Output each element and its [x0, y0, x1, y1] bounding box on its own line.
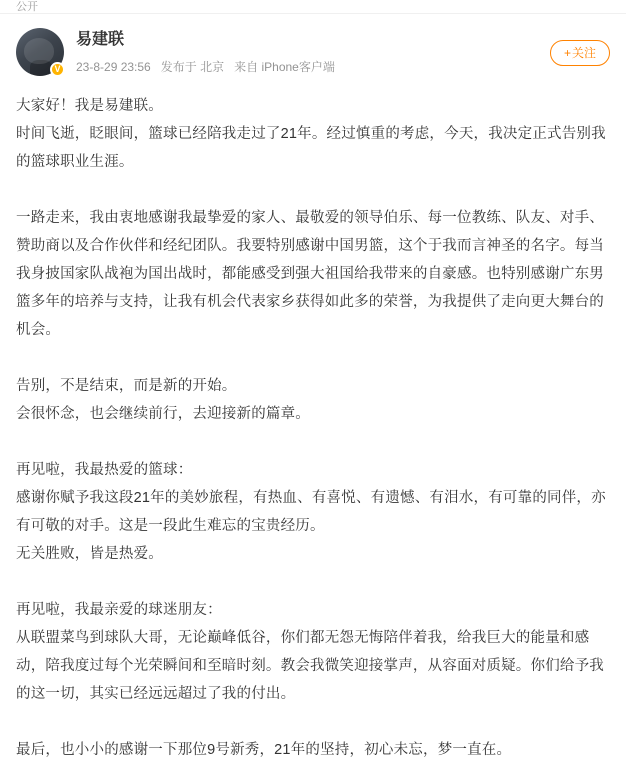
post-paragraph: 时间飞逝，眨眼间，篮球已经陪我走过了21年。经过慎重的考虑，今天，我决定正式告别我的篮球职业生涯。: [16, 126, 606, 170]
paragraph-spacer: [16, 428, 610, 456]
follow-button-label: 关注: [571, 46, 596, 60]
post-paragraph: 感谢你赋予我这段21年的美妙旅程，有热血、有喜悦、有遗憾、有泪水，有可靠的同伴，亦有可敬的对手。这是一段此生难忘的宝贵经历。: [16, 490, 606, 534]
post-location: 发布于 北京: [160, 60, 225, 74]
author-name[interactable]: 易建联: [76, 31, 125, 48]
paragraph-spacer: [16, 568, 610, 596]
plus-icon: +: [563, 46, 571, 60]
paragraph-spacer: [16, 708, 610, 736]
post-paragraph: 再见啦，我最热爱的篮球：: [16, 462, 193, 478]
follow-button[interactable]: [550, 40, 610, 66]
visibility-label: 公开: [16, 1, 38, 13]
post-paragraph: 最后，也小小的感谢一下那位9号新秀，21年的坚持，初心未忘，梦一直在。: [16, 742, 512, 758]
post-paragraph: 再见啦，我最亲爱的球迷朋友：: [16, 602, 222, 618]
post-content: [0, 76, 626, 764]
post-paragraph: 从联盟菜鸟到球队大哥，无论巅峰低谷，你们都无怨无悔陪伴着我，给我巨大的能量和感动，陪我度过每个光荣瞬间和至暗时刻。教会我微笑迎接掌声，从容面对质疑。你们给予我的这一切，其实已经远远超过了我的付出。: [16, 630, 604, 702]
paragraph-spacer: [16, 344, 610, 372]
post-meta: [76, 59, 610, 76]
paragraph-spacer: [16, 176, 610, 204]
post-paragraph: 一路走来，我由衷地感谢我最挚爱的家人、最敬爱的领导伯乐、每一位教练、队友、对手、赞助商以及合作伙伴和经纪团队。我要特别感谢中国男篮，这个于我而言神圣的名字。每当我身披国家队战袍为国出战时，都能感受到强大祖国给我带来的自豪感。也特别感谢广东男篮多年的培养与支持，让我有机会代表家乡获得如此多的荣誉，为我提供了走向更大舞台的机会。: [16, 210, 604, 338]
author-info: [76, 28, 610, 76]
avatar[interactable]: [16, 28, 64, 76]
post-paragraph: 告别，不是结束，而是新的开始。: [16, 378, 237, 394]
post-paragraph: 无关胜败，皆是热爱。: [16, 546, 163, 562]
post-header: [0, 14, 626, 76]
post-source[interactable]: 来自 iPhone客户端: [234, 60, 335, 74]
post-timestamp: 23-8-29 23:56: [76, 60, 151, 74]
post-paragraph: 大家好！我是易建联。: [16, 98, 163, 114]
visibility-bar: [0, 0, 626, 14]
post-paragraph: 会很怀念，也会继续前行，去迎接新的篇章。: [16, 406, 310, 422]
verified-badge-icon: V: [50, 62, 65, 77]
